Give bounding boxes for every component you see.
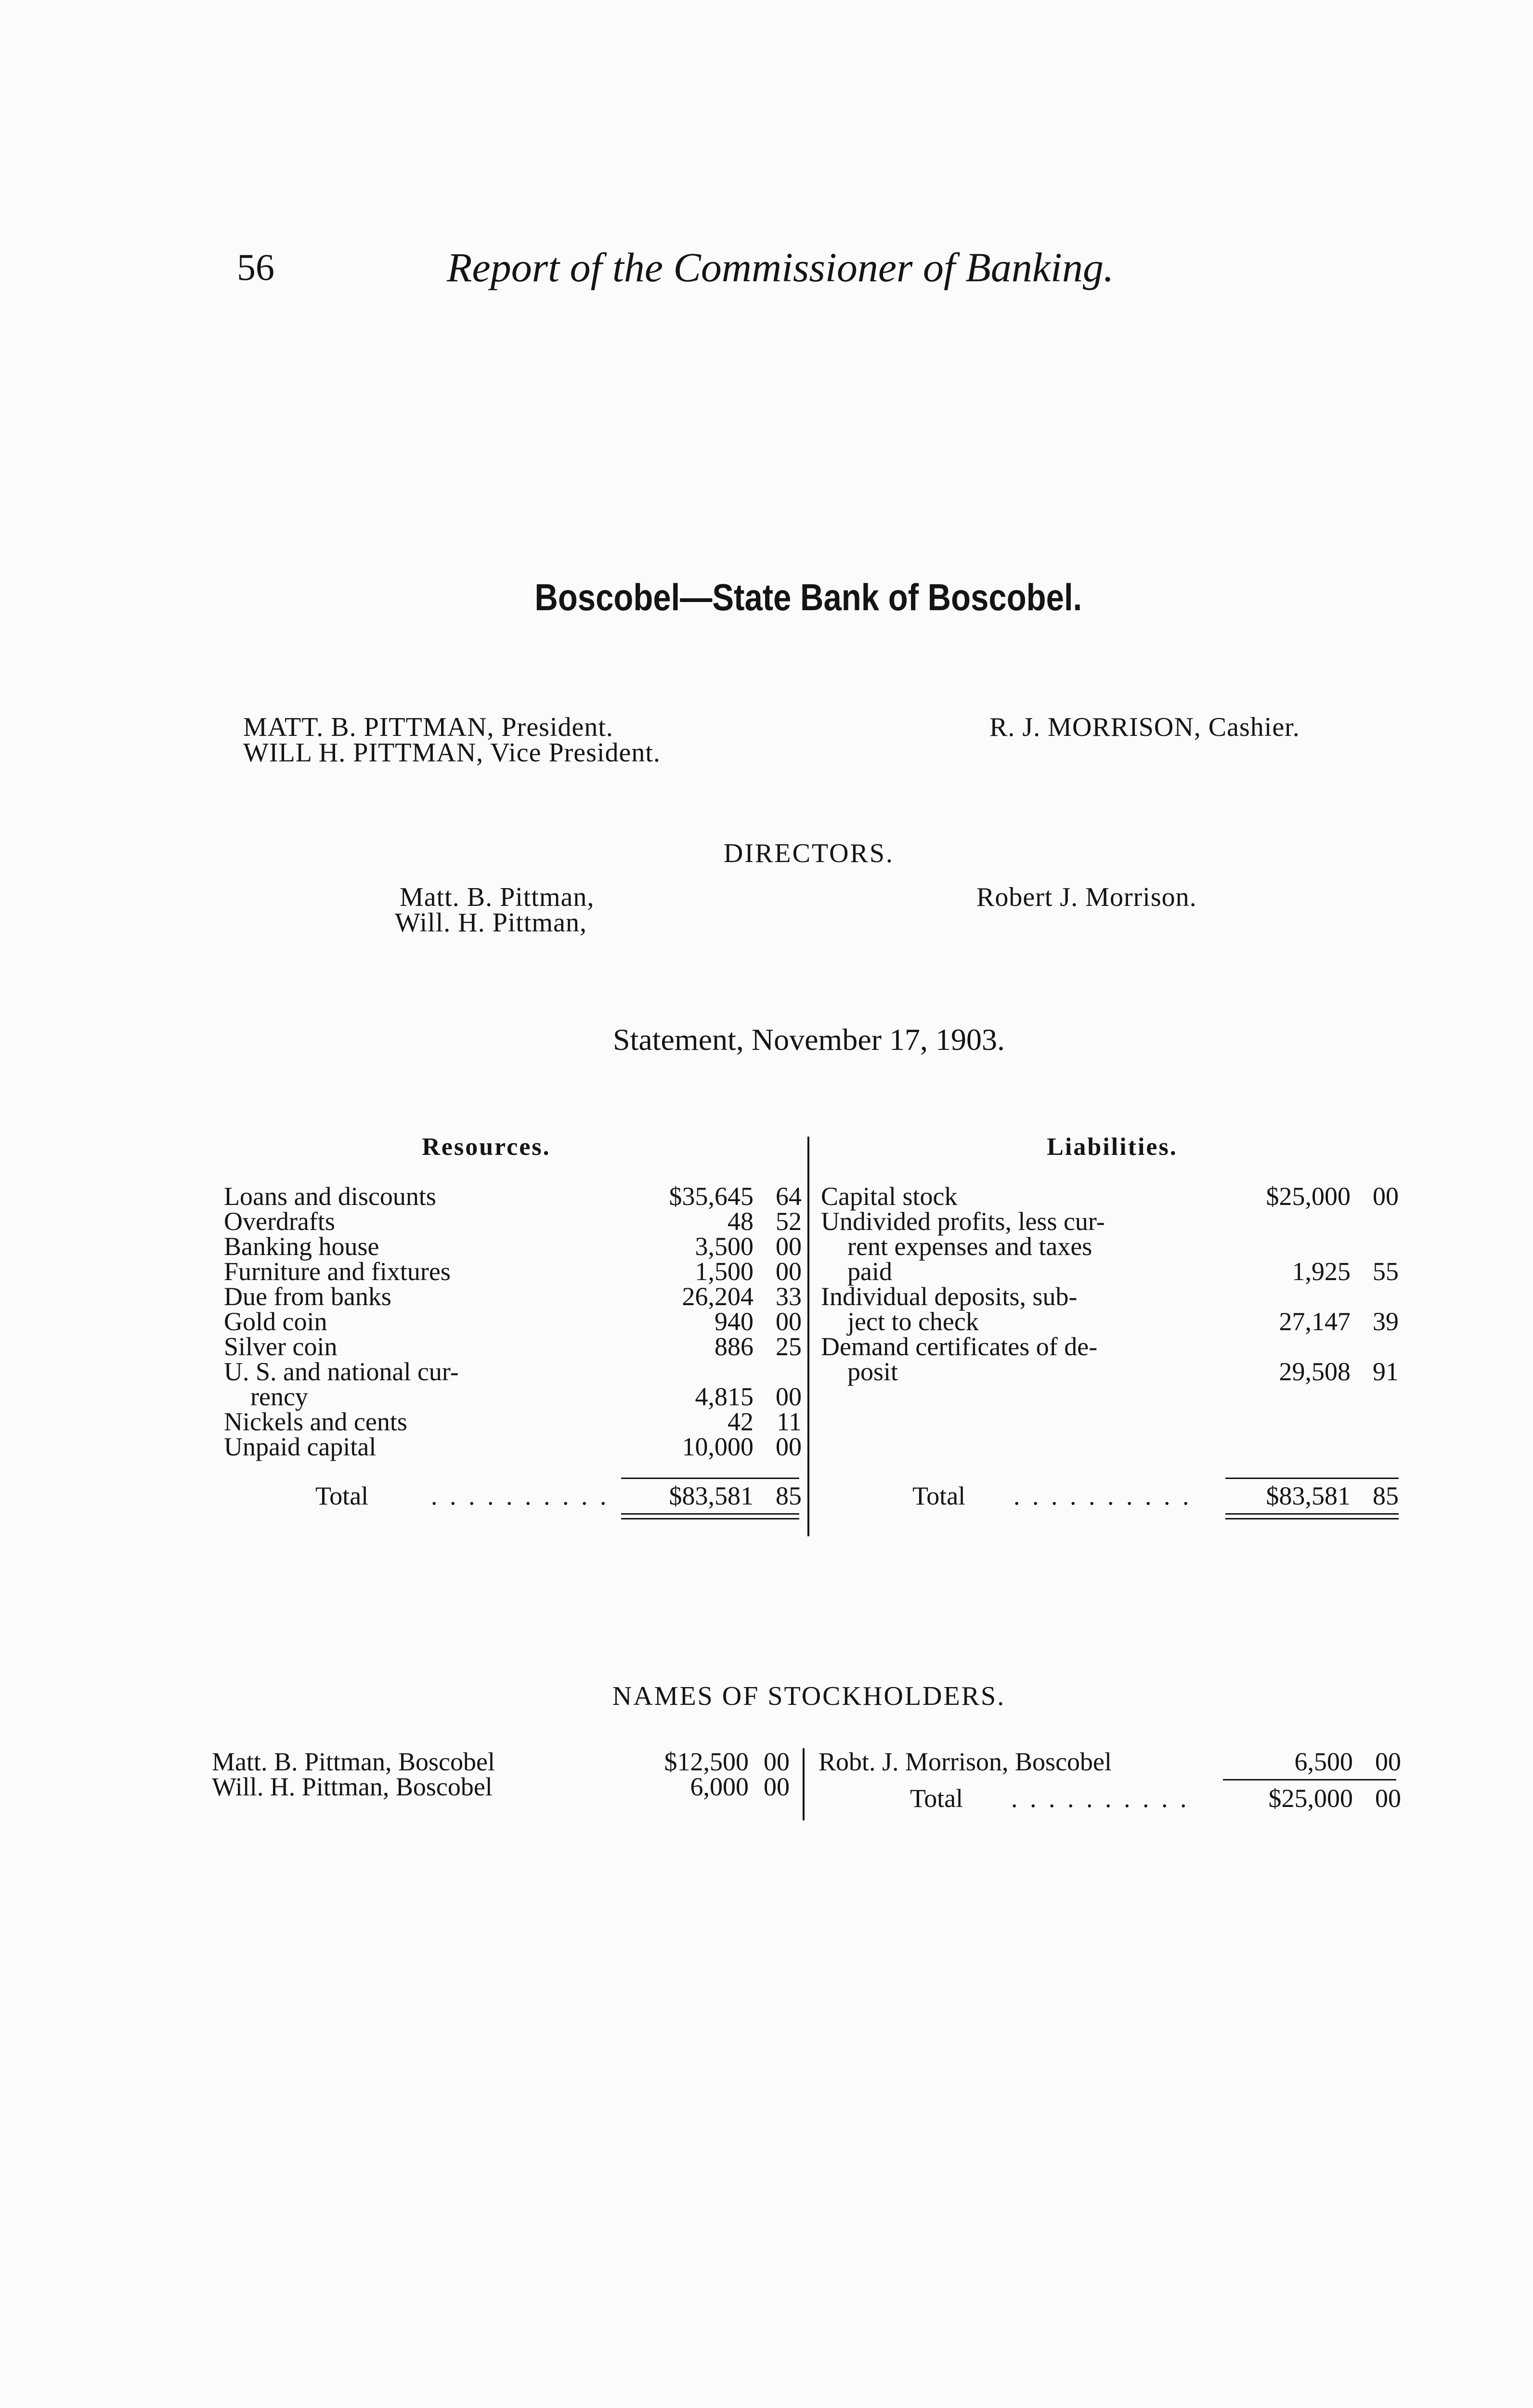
ledger-row	[821, 1284, 1399, 1309]
amount-dollars: 48	[728, 1207, 754, 1236]
row-label: Demand certificates of de-	[821, 1332, 1098, 1361]
stockholder-dollars: 6,500	[1294, 1747, 1353, 1776]
ledger-row	[821, 1334, 1399, 1359]
leader-dots: . . . . . . . . . .	[431, 1481, 610, 1510]
stockholder-dollars: 6,000	[690, 1772, 749, 1801]
stockholder-row	[212, 1774, 799, 1799]
amount-dollars: 10,000	[682, 1432, 754, 1461]
double-rule	[1225, 1518, 1399, 1519]
officer-president: MATT. B. PITTMAN, President.	[243, 712, 613, 742]
amount-dollars: 940	[715, 1307, 754, 1336]
row-label: Loans and discounts	[224, 1182, 436, 1211]
ledger-row	[821, 1259, 1399, 1284]
sum-rule	[1225, 1478, 1399, 1479]
stockholders-total-row	[818, 1786, 1401, 1811]
total-dollars: $25,000	[1268, 1784, 1353, 1813]
double-rule	[621, 1513, 799, 1515]
running-head: Report of the Commissioner of Banking.	[447, 244, 1114, 290]
amount-dollars: $35,645	[669, 1182, 754, 1211]
total-label: Total	[912, 1481, 966, 1510]
row-label: Capital stock	[821, 1182, 958, 1211]
row-label: rency	[250, 1382, 308, 1411]
amount-cents: 33	[776, 1282, 802, 1311]
stockholders-heading: NAMES OF STOCKHOLDERS.	[612, 1681, 1006, 1711]
amount-cents: 55	[1373, 1257, 1399, 1286]
ledger-row	[224, 1309, 802, 1334]
amount-dollars: 4,815	[695, 1382, 754, 1411]
page-number: 56	[237, 246, 274, 288]
row-label: Banking house	[224, 1232, 379, 1261]
amount-dollars: 27,147	[1279, 1307, 1351, 1336]
amount-cents: 64	[776, 1182, 802, 1211]
row-label: Furniture and fixtures	[224, 1257, 451, 1286]
sum-rule	[1223, 1779, 1396, 1780]
ledger-row	[821, 1359, 1399, 1384]
leader-dots: . . . . . . . . . .	[1011, 1784, 1190, 1813]
total-cents: 00	[1375, 1784, 1401, 1813]
amount-cents: 91	[1373, 1357, 1399, 1386]
stockholder-dollars: $12,500	[664, 1747, 749, 1776]
row-label: Silver coin	[224, 1332, 338, 1361]
liabilities-heading: Liabilities.	[1047, 1133, 1178, 1161]
row-label: rent expenses and taxes	[847, 1232, 1092, 1261]
total-label: Total	[910, 1784, 963, 1813]
liabilities-table	[821, 1184, 1399, 1531]
row-label: Due from banks	[224, 1282, 391, 1311]
row-label: Individual deposits, sub-	[821, 1282, 1078, 1311]
ledger-row	[821, 1184, 1399, 1209]
amount-cents: 39	[1373, 1307, 1399, 1336]
total-dollars: $83,581	[1266, 1481, 1351, 1510]
ledger-row	[821, 1234, 1399, 1259]
ledger-row	[224, 1284, 802, 1309]
amount-cents: 00	[1373, 1182, 1399, 1211]
ledger-row	[224, 1334, 802, 1359]
column-divider	[807, 1137, 809, 1536]
directors-heading: DIRECTORS.	[723, 838, 895, 868]
stockholders-left-list	[212, 1749, 799, 1826]
officer-vice-president: WILL H. PITTMAN, Vice President.	[243, 738, 661, 768]
row-label: Undivided profits, less cur-	[821, 1207, 1105, 1236]
total-dollars: $83,581	[669, 1481, 754, 1510]
ledger-row	[224, 1259, 802, 1284]
row-label: U. S. and national cur-	[224, 1357, 459, 1386]
amount-dollars: 886	[715, 1332, 754, 1361]
total-cents: 85	[1373, 1481, 1399, 1510]
resources-heading: Resources.	[422, 1133, 551, 1161]
stockholders-divider	[803, 1748, 805, 1820]
double-rule	[621, 1518, 799, 1519]
total-row	[821, 1483, 1399, 1508]
stockholders-right-list	[818, 1749, 1401, 1826]
ledger-row	[224, 1184, 802, 1209]
director-name: Matt. B. Pittman,	[400, 882, 595, 912]
amount-cents: 11	[777, 1407, 802, 1436]
amount-cents: 00	[776, 1307, 802, 1336]
ledger-row	[224, 1384, 802, 1409]
ledger-row	[224, 1209, 802, 1234]
ledger-row	[821, 1309, 1399, 1334]
row-label: Nickels and cents	[224, 1407, 407, 1436]
ledger-row	[224, 1409, 802, 1434]
amount-dollars: 3,500	[695, 1232, 754, 1261]
ledger-row	[821, 1209, 1399, 1234]
row-label: ject to check	[847, 1307, 979, 1336]
amount-cents: 00	[776, 1382, 802, 1411]
amount-dollars: 42	[728, 1407, 754, 1436]
stockholder-row	[212, 1749, 799, 1774]
stockholder-row	[818, 1749, 1401, 1774]
total-row	[224, 1483, 802, 1508]
bank-title: Boscobel—State Bank of Boscobel.	[534, 576, 1082, 618]
row-label: Overdrafts	[224, 1207, 335, 1236]
stockholder-cents: 00	[764, 1747, 790, 1776]
total-label: Total	[315, 1481, 369, 1510]
row-label: Unpaid capital	[224, 1432, 377, 1461]
row-label: Gold coin	[224, 1307, 327, 1336]
leader-dots: . . . . . . . . . .	[1013, 1481, 1192, 1510]
row-label: paid	[847, 1257, 892, 1286]
stockholder-name: Matt. B. Pittman, Boscobel	[212, 1747, 495, 1776]
amount-cents: 00	[776, 1257, 802, 1286]
director-name: Robert J. Morrison.	[976, 882, 1197, 912]
ledger-row	[224, 1359, 802, 1384]
amount-cents: 00	[776, 1232, 802, 1261]
ledger-row	[224, 1234, 802, 1259]
amount-dollars: $25,000	[1266, 1182, 1351, 1211]
row-label: posit	[847, 1357, 898, 1386]
total-cents: 85	[776, 1481, 802, 1510]
double-rule	[1225, 1513, 1399, 1515]
amount-cents: 00	[776, 1432, 802, 1461]
amount-dollars: 1,925	[1292, 1257, 1351, 1286]
officer-cashier: R. J. MORRISON, Cashier.	[989, 712, 1300, 742]
stockholder-name: Robt. J. Morrison, Boscobel	[818, 1747, 1112, 1776]
amount-dollars: 1,500	[695, 1257, 754, 1286]
stockholder-name: Will. H. Pittman, Boscobel	[212, 1772, 493, 1801]
stockholder-cents: 00	[1375, 1747, 1401, 1776]
resources-table	[224, 1184, 802, 1531]
statement-title: Statement, November 17, 1903.	[612, 1022, 1005, 1057]
amount-cents: 25	[776, 1332, 802, 1361]
director-name: Will. H. Pittman,	[395, 908, 587, 938]
amount-dollars: 29,508	[1279, 1357, 1351, 1386]
stockholder-cents: 00	[764, 1772, 790, 1801]
amount-cents: 52	[776, 1207, 802, 1236]
ledger-row	[224, 1434, 802, 1459]
amount-dollars: 26,204	[682, 1282, 754, 1311]
sum-rule	[621, 1478, 799, 1479]
